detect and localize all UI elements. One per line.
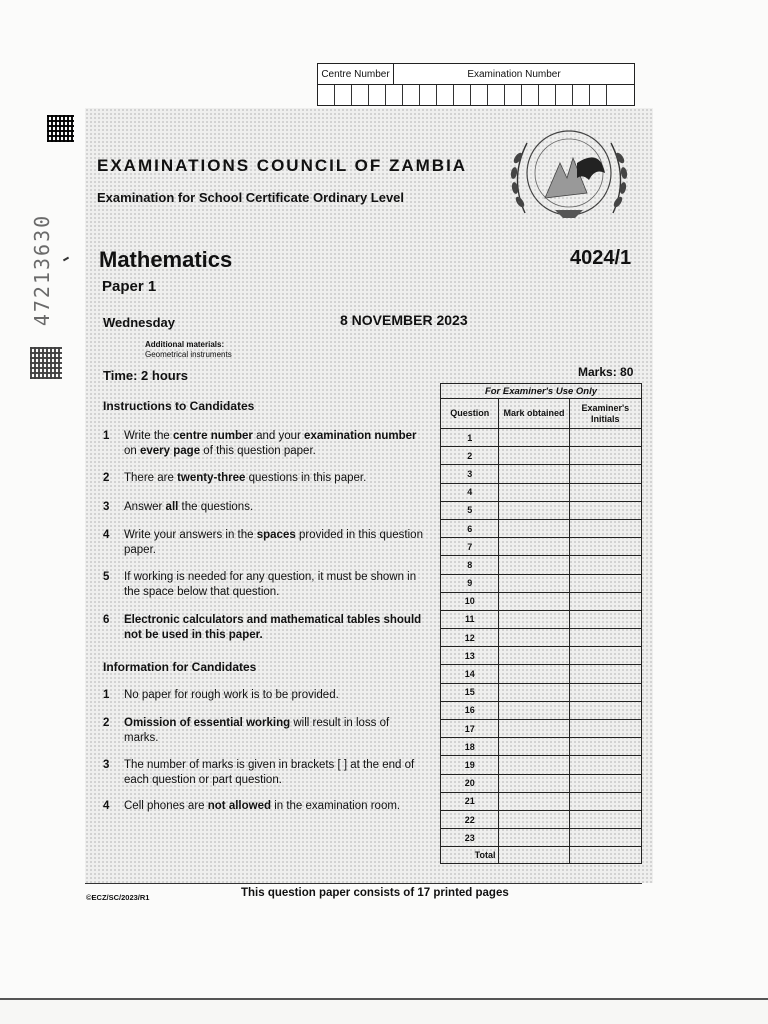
mark-obtained-cell[interactable] <box>499 810 569 828</box>
examiner-initials-cell[interactable] <box>569 774 641 792</box>
emphasis-text: every page <box>140 445 201 457</box>
emphasis-text: Electronic calculators and mathematical tables should not be used in this paper. <box>124 614 422 641</box>
information-item-text <box>124 799 424 814</box>
col-question-header: Question <box>441 399 499 429</box>
information-item-number: 2 <box>103 717 110 729</box>
instructions-item-text <box>124 471 424 486</box>
question-number-cell: 20 <box>441 774 499 792</box>
mark-obtained-cell[interactable] <box>499 556 569 574</box>
plain-text: Write your answers in the <box>124 529 257 541</box>
examiner-initials-cell[interactable] <box>569 756 641 774</box>
instructions-item-text <box>124 613 424 643</box>
table-row <box>441 774 642 792</box>
mark-obtained-cell[interactable] <box>499 519 569 537</box>
examiner-initials-cell[interactable] <box>569 519 641 537</box>
instructions-item-text <box>124 429 424 459</box>
table-row <box>441 592 642 610</box>
page-count-note: This question paper consists of 17 printed pages <box>241 887 509 899</box>
plain-text: on <box>124 445 140 457</box>
question-number-cell: 15 <box>441 683 499 701</box>
question-number-cell: 5 <box>441 501 499 519</box>
plain-text: The number of marks is given in brackets [ ] at the end of each question or part question. <box>124 759 415 786</box>
instructions-item-number: 4 <box>103 529 110 541</box>
examiner-initials-cell[interactable] <box>569 447 641 465</box>
question-number-cell: 14 <box>441 665 499 683</box>
digit-cell[interactable] <box>437 85 454 105</box>
examiner-initials-cell[interactable] <box>569 738 641 756</box>
question-number-cell: 21 <box>441 792 499 810</box>
examiner-initials-cell[interactable] <box>569 574 641 592</box>
additional-materials-value: Geometrical instruments <box>145 350 232 359</box>
council-seal-icon <box>505 118 633 236</box>
question-number-cell: 17 <box>441 720 499 738</box>
digit-cell[interactable] <box>318 85 335 105</box>
question-number-cell: 13 <box>441 647 499 665</box>
exam-time: Time: 2 hours <box>103 368 189 383</box>
examiner-initials-cell[interactable] <box>569 665 641 683</box>
mark-obtained-cell[interactable] <box>499 610 569 628</box>
information-item-text <box>124 716 424 746</box>
mark-obtained-cell[interactable] <box>499 574 569 592</box>
plain-text: No paper for rough work is to be provided. <box>124 689 339 701</box>
mark-obtained-cell[interactable] <box>499 629 569 647</box>
emphasis-text: not allowed <box>207 800 271 812</box>
information-item-text <box>124 688 424 703</box>
question-number-cell: 1 <box>441 429 499 447</box>
question-number-cell: 11 <box>441 610 499 628</box>
plain-text: Write the <box>124 430 173 442</box>
emphasis-text: centre number <box>173 430 253 442</box>
table-row <box>441 829 642 847</box>
examiner-initials-cell[interactable] <box>569 647 641 665</box>
candidate-digit-cells <box>318 85 624 105</box>
digit-cell[interactable] <box>369 85 386 105</box>
question-number-cell: 22 <box>441 810 499 828</box>
plain-text: provided in this question paper. <box>124 529 423 556</box>
examiner-initials-cell[interactable] <box>569 829 641 847</box>
digit-cell[interactable] <box>573 85 590 105</box>
question-number-cell: 16 <box>441 701 499 719</box>
table-row <box>441 447 642 465</box>
mark-obtained-cell[interactable] <box>499 483 569 501</box>
instructions-item-number: 2 <box>103 472 110 484</box>
digit-cell[interactable] <box>403 85 420 105</box>
mark-obtained-cell[interactable] <box>499 429 569 447</box>
instructions-item-text <box>124 528 424 558</box>
mark-obtained-cell[interactable] <box>499 756 569 774</box>
question-number-cell: 8 <box>441 556 499 574</box>
question-number-cell: 9 <box>441 574 499 592</box>
paper-reference: ©ECZ/SC/2023/R1 <box>86 893 150 902</box>
total-mark-cell[interactable] <box>499 847 569 864</box>
plain-text: of this question paper. <box>200 445 316 457</box>
plain-text: will result in loss of marks. <box>124 717 390 744</box>
digit-cell[interactable] <box>352 85 369 105</box>
plain-text: If working is needed for any question, it must be shown in the space below that question. <box>124 571 417 598</box>
table-row <box>441 738 642 756</box>
plain-text: in the examination room. <box>271 800 401 812</box>
plain-text: and your <box>252 430 305 442</box>
information-item-number: 4 <box>103 800 110 812</box>
emphasis-text: twenty-three <box>177 472 246 484</box>
examiner-initials-cell[interactable] <box>569 592 641 610</box>
digit-cell[interactable] <box>607 85 624 105</box>
question-number-cell: 4 <box>441 483 499 501</box>
table-row <box>441 629 642 647</box>
instructions-item-number: 6 <box>103 614 110 626</box>
examiner-initials-cell[interactable] <box>569 701 641 719</box>
digit-cell[interactable] <box>539 85 556 105</box>
examiner-initials-cell[interactable] <box>569 556 641 574</box>
table-row <box>441 701 642 719</box>
table-row <box>441 538 642 556</box>
mark-obtained-cell[interactable] <box>499 447 569 465</box>
exam-subtitle: Examination for School Certificate Ordinary Level <box>97 190 405 205</box>
digit-cell[interactable] <box>556 85 573 105</box>
question-number-cell: 12 <box>441 629 499 647</box>
emphasis-text: spaces <box>256 529 296 541</box>
digit-cell[interactable] <box>488 85 505 105</box>
examiner-initials-cell[interactable] <box>569 483 641 501</box>
digit-cell[interactable] <box>505 85 522 105</box>
exam-day: Wednesday <box>103 315 176 330</box>
digit-cell[interactable] <box>454 85 471 105</box>
table-row <box>441 665 642 683</box>
total-marks: Marks: 80 <box>578 365 634 379</box>
council-name: EXAMINATIONS COUNCIL OF ZAMBIA <box>97 156 468 175</box>
mark-obtained-cell[interactable] <box>499 683 569 701</box>
digit-cell[interactable] <box>335 85 352 105</box>
examiner-initials-cell[interactable] <box>569 629 641 647</box>
mark-obtained-cell[interactable] <box>499 647 569 665</box>
instructions-item-number: 1 <box>103 430 110 442</box>
mark-obtained-cell[interactable] <box>499 592 569 610</box>
table-row <box>441 429 642 447</box>
total-label: Total <box>441 847 499 864</box>
examiner-initials-cell[interactable] <box>569 810 641 828</box>
footer-rule <box>85 883 642 884</box>
col-initials-header: Examiner's Initials <box>569 399 641 429</box>
mark-obtained-cell[interactable] <box>499 829 569 847</box>
question-number-cell: 18 <box>441 738 499 756</box>
table-row <box>441 683 642 701</box>
emphasis-text: examination number <box>304 430 417 442</box>
question-number-cell: 10 <box>441 592 499 610</box>
mark-obtained-cell[interactable] <box>499 738 569 756</box>
digit-cell[interactable] <box>386 85 403 105</box>
examiner-initials-cell[interactable] <box>569 429 641 447</box>
plain-text: There are <box>124 472 178 484</box>
examiner-use-table <box>440 383 642 864</box>
information-item-number: 1 <box>103 689 110 701</box>
exam-date: 8 NOVEMBER 2023 <box>340 312 468 328</box>
mark-obtained-cell[interactable] <box>499 701 569 719</box>
information-heading: Information for Candidates <box>103 660 257 674</box>
table-row <box>441 720 642 738</box>
table-row <box>441 465 642 483</box>
page-edge-line <box>0 998 768 1000</box>
question-number-cell: 23 <box>441 829 499 847</box>
question-number-cell: 3 <box>441 465 499 483</box>
table-row <box>441 792 642 810</box>
plain-text: questions in this paper. <box>245 472 367 484</box>
information-item-number: 3 <box>103 759 110 771</box>
subject-code: 4024/1 <box>570 247 632 269</box>
examiner-table-caption: For Examiner's Use Only <box>441 384 642 399</box>
emphasis-text: all <box>165 501 179 513</box>
question-number-cell: 19 <box>441 756 499 774</box>
instructions-item-number: 3 <box>103 501 110 513</box>
qr-code-top <box>47 115 74 142</box>
digit-cell[interactable] <box>522 85 539 105</box>
table-row <box>441 519 642 537</box>
question-number-cell: 6 <box>441 519 499 537</box>
mark-obtained-cell[interactable] <box>499 792 569 810</box>
table-row <box>441 574 642 592</box>
plain-text: the questions. <box>178 501 254 513</box>
mark-obtained-cell[interactable] <box>499 720 569 738</box>
side-serial-number: 47213630 <box>30 213 54 327</box>
table-row <box>441 610 642 628</box>
mark-obtained-cell[interactable] <box>499 665 569 683</box>
instructions-heading: Instructions to Candidates <box>103 399 255 413</box>
digit-cell[interactable] <box>471 85 488 105</box>
table-row <box>441 647 642 665</box>
examiner-initials-cell[interactable] <box>569 538 641 556</box>
question-number-cell: 2 <box>441 447 499 465</box>
candidate-number-box <box>317 63 635 106</box>
table-row <box>441 556 642 574</box>
instructions-item-number: 5 <box>103 571 110 583</box>
examiner-initials-cell[interactable] <box>569 792 641 810</box>
mark-obtained-cell[interactable] <box>499 774 569 792</box>
instructions-item-text <box>124 500 424 515</box>
table-row <box>441 501 642 519</box>
mark-obtained-cell[interactable] <box>499 465 569 483</box>
table-row <box>441 483 642 501</box>
examiner-initials-cell[interactable] <box>569 610 641 628</box>
centre-number-label: Centre Number <box>318 64 394 85</box>
question-number-cell: 7 <box>441 538 499 556</box>
plain-text: Answer <box>124 501 166 513</box>
digit-cell[interactable] <box>420 85 437 105</box>
paper-number: Paper 1 <box>102 278 157 295</box>
instructions-item-text <box>124 570 424 600</box>
col-mark-header: Mark obtained <box>499 399 569 429</box>
subject-title: Mathematics <box>99 247 233 272</box>
qr-code-side <box>30 347 62 379</box>
table-row <box>441 756 642 774</box>
examination-number-label: Examination Number <box>394 64 634 85</box>
information-item-text <box>124 758 424 788</box>
total-initials-cell[interactable] <box>569 847 641 864</box>
plain-text: Cell phones are <box>124 800 208 812</box>
mark-obtained-cell[interactable] <box>499 538 569 556</box>
mark-obtained-cell[interactable] <box>499 501 569 519</box>
emphasis-text: Omission of essential working <box>124 717 291 729</box>
table-row <box>441 810 642 828</box>
digit-cell[interactable] <box>590 85 607 105</box>
examiner-initials-cell[interactable] <box>569 465 641 483</box>
examiner-initials-cell[interactable] <box>569 683 641 701</box>
question-rows <box>441 429 642 847</box>
examiner-initials-cell[interactable] <box>569 501 641 519</box>
examiner-initials-cell[interactable] <box>569 720 641 738</box>
additional-materials-label: Additional materials: <box>145 340 225 349</box>
